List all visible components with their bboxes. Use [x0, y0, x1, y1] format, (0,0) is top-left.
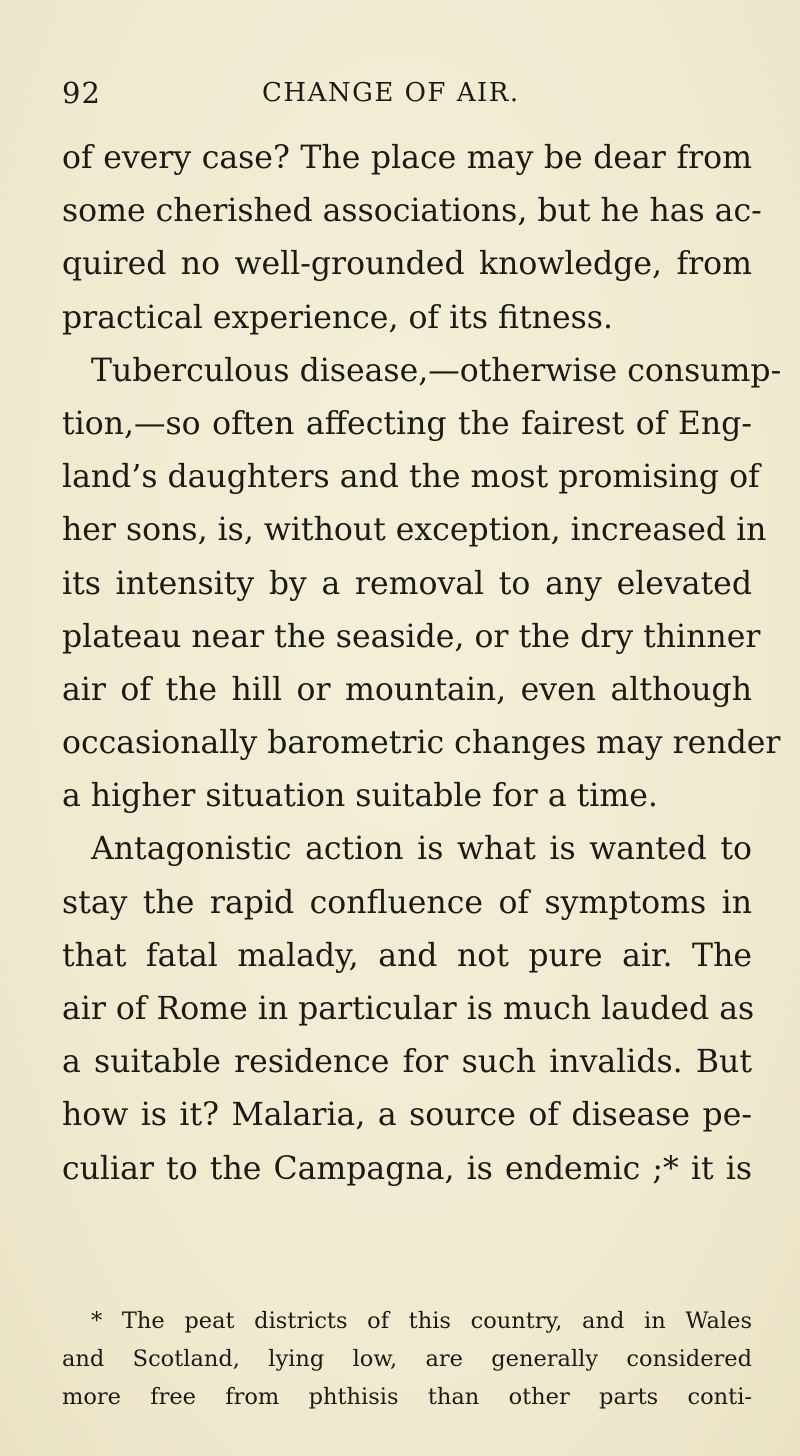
footnote-line: more free from phthisis than other parts conti-	[62, 1384, 752, 1410]
text-line: quired no well-grounded knowledge, from	[62, 246, 752, 283]
text-line: some cherished associations, but he has ac-	[62, 193, 762, 230]
text-line: occasionally barometric changes may render	[62, 725, 781, 762]
body-text	[62, 132, 782, 1196]
text-line: of every case? The place may be dear from	[62, 140, 752, 176]
text-line: plateau near the seaside, or the dry thinner	[62, 618, 761, 655]
text-line: Tuberculous disease,—otherwise consump-	[91, 352, 782, 389]
footnote-line: and Scotland, lying low, are generally considered	[62, 1346, 752, 1372]
text-line: her sons, is, without exception, increased in	[62, 512, 767, 549]
text-line: land’s daughters and the most promising of	[62, 459, 760, 496]
text-line: practical experience, of its fitness.	[62, 299, 613, 336]
text-line: a higher situation suitable for a time.	[62, 778, 658, 815]
text-line: that fatal malady, and not pure air. The	[62, 937, 752, 974]
page-header	[62, 76, 762, 116]
text-line: its intensity by a removal to any elevated	[62, 565, 752, 602]
text-line: culiar to the Campagna, is endemic ;* it is	[62, 1150, 752, 1187]
text-line: how is it? Malaria, a source of disease pe-	[62, 1097, 752, 1134]
running-head: CHANGE OF AIR.	[262, 78, 520, 108]
page-number: 92	[62, 76, 101, 110]
text-line: air of Rome in particular is much lauded as	[62, 991, 755, 1027]
footnote-line: * The peat districts of this country, and in Wales	[91, 1308, 752, 1334]
text-line: Antagonistic action is what is wanted to	[91, 831, 752, 868]
footnote	[62, 1302, 752, 1416]
text-line: stay the rapid confluence of symptoms in	[62, 884, 752, 921]
text-line: a suitable residence for such invalids. But	[62, 1044, 752, 1081]
text-line: air of the hill or mountain, even although	[62, 671, 752, 708]
text-line: tion,—so often affecting the fairest of Eng-	[62, 405, 752, 442]
